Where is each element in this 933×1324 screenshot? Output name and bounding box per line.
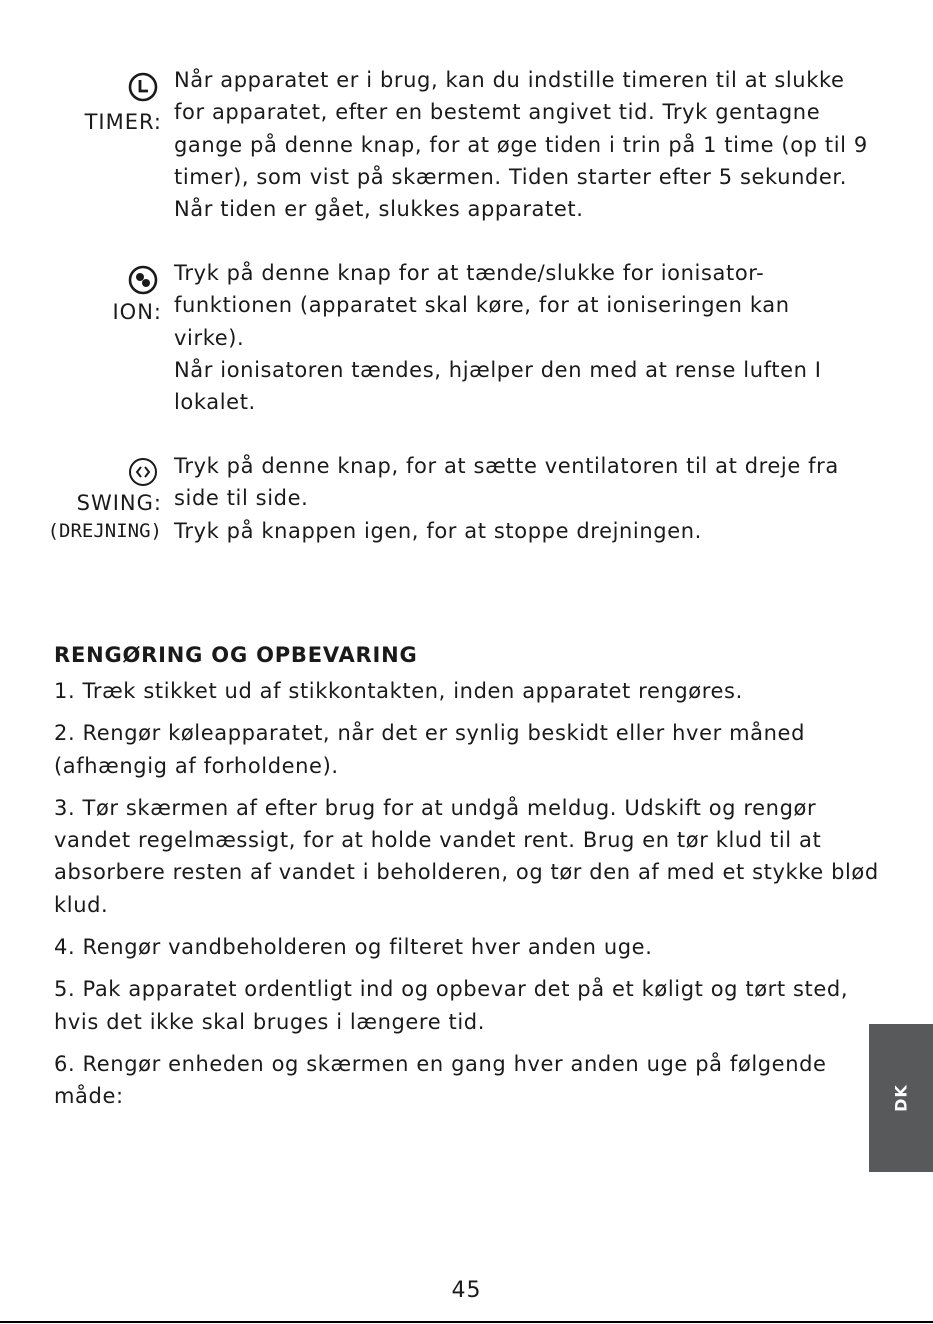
feature-description (174, 64, 889, 225)
feature-label: SWING: (76, 491, 162, 515)
feature-description (174, 257, 889, 418)
description-line: gange på denne knap, for at øge tiden i trin på 1 time (op til 9 (174, 132, 868, 157)
feature-label-column (0, 257, 162, 337)
list-item: 5. Pak apparatet ordentligt ind og opbevar det på et køligt og tørt sted, hvis det ikke skal bruges i længere tid. (54, 977, 849, 1034)
feature-sublabel: (DREJNING) (47, 520, 162, 542)
description-line: Tryk på denne knap for at tænde/slukke for ionisator- (174, 261, 765, 285)
steps-list (54, 675, 889, 1123)
description-line: Når apparatet er i brug, kan du indstille timeren til at slukke (174, 68, 845, 92)
list-item: 2. Rengør køleapparatet, når det er synlig beskidt eller hver måned (afhængig af forholdene). (54, 721, 806, 778)
description-line: Når ionisatoren tændes, hjælper den med at rense luften I (174, 357, 822, 382)
list-item: 6. Rengør enheden og skærmen en gang hver anden uge på følgende måde: (54, 1051, 827, 1109)
ion-icon (128, 265, 158, 295)
section-title: RENGØRING OG OPBEVARING (54, 643, 418, 667)
list-item: 3. Tør skærmen af efter brug for at undgå meldug. Udskift og rengør vandet regelmæssigt, for at holde vandet rent. Brug en tør klud til at absorbere resten af vandet i beholderen, og tør den af med et stykke blød klud. (54, 795, 879, 917)
list-item: 1. Træk stikket ud af stikkontakten, inden apparatet rengøres. (54, 679, 743, 703)
feature-label: TIMER: (84, 110, 162, 134)
language-tab-label: DK (891, 1084, 911, 1112)
description-line: funktionen (apparatet skal køre, for at ioniseringen kan (174, 293, 790, 318)
page-number: 45 (451, 1278, 482, 1303)
language-tab (869, 1024, 933, 1172)
feature-label-column (0, 64, 162, 144)
description-line: for apparatet, efter en bestemt angivet tid. Tryk gentagne (174, 100, 821, 125)
swing-icon (128, 457, 158, 487)
bottom-divider (0, 1321, 933, 1323)
clock-icon (128, 72, 158, 102)
description-line: timer), som vist på skærmen. Tiden starter efter 5 sekunder. (174, 164, 848, 189)
description-line: Tryk på denne knap, for at sætte ventilatoren til at dreje fra (174, 454, 839, 478)
description-line: virke). (174, 325, 245, 350)
description-line: side til side. (174, 486, 309, 511)
list-item: 4. Rengør vandbeholderen og filteret hver anden uge. (54, 935, 653, 960)
feature-label-column (0, 450, 162, 550)
description-line: Når tiden er gået, slukkes apparatet. (174, 197, 584, 222)
feature-label: ION: (112, 300, 162, 324)
description-line: Tryk på knappen igen, for at stoppe drejningen. (174, 518, 702, 543)
feature-description (174, 450, 889, 547)
description-line: lokalet. (174, 390, 256, 415)
